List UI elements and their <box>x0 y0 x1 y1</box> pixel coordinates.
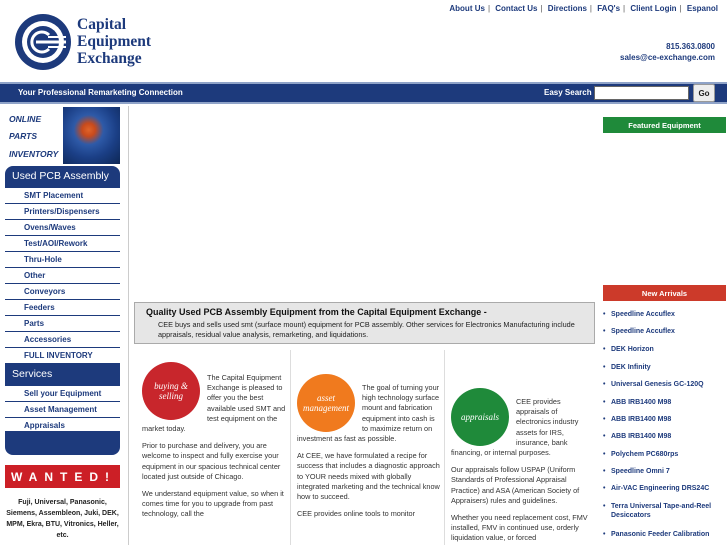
sidebar-item-feeders[interactable]: Feeders <box>5 300 120 316</box>
easy-search-label: Easy Search <box>544 88 592 97</box>
appraisals-paragraph-2: Our appraisals follow USPAP (Uniform Standards of Professional Appraisal Practice) and ASA (American Society of Appraisers) rules and guidelines. <box>451 465 580 505</box>
new-arrival-item[interactable]: • ABB IRB1400 M98 <box>603 415 727 424</box>
inventory-image[interactable] <box>63 107 120 164</box>
sidebar-item-parts[interactable]: Parts <box>5 316 120 332</box>
new-arrival-item[interactable]: • Speedline Omni 7 <box>603 467 727 476</box>
asset-management-paragraph-2: At CEE, we have formulated a recipe for success that includes a diagnostic approach to YOUR needs mixed with globally integrated marketing and the technical know how to succeed. <box>297 451 440 502</box>
wanted-brands-text: Fuji, Universal, Panasonic, Siemens, Assembleon, Juki, DEK, MPM, Ekra, BTU, Vitronics, Heller, etc. <box>6 499 119 539</box>
new-arrival-item[interactable]: • ABB IRB1400 M98 <box>603 398 727 407</box>
column-asset-management <box>290 350 440 545</box>
new-arrival-item[interactable]: • ABB IRB1400 M98 <box>603 432 727 441</box>
column-appraisals <box>444 350 594 545</box>
top-links: About Us | Contact Us | Directions | FAQ's | Client Login | Espanol <box>449 4 718 13</box>
new-arrival-item[interactable]: • Polychem PC680rps <box>603 450 727 459</box>
search-input[interactable] <box>594 86 689 100</box>
inventory-word-inventory[interactable]: INVENTORY <box>9 149 59 159</box>
sidebar-divider <box>128 106 129 545</box>
sidebar-item-appraisals[interactable]: Appraisals <box>24 421 65 430</box>
new-arrival-item[interactable]: • Terra Universal Tape-and-Reel Desiccators <box>603 502 727 520</box>
new-arrivals-header[interactable]: New Arrivals <box>603 285 726 301</box>
sidebar-item-ovens-waves[interactable]: Ovens/Waves <box>5 220 120 236</box>
sidebar-item-test-aoi-rework[interactable]: Test/AOI/Rework <box>5 236 120 252</box>
quality-title: Quality Used PCB Assembly Equipment from the Capital Equipment Exchange - <box>146 307 487 317</box>
new-arrival-item[interactable]: • Air-VAC Engineering DRS24C <box>603 484 727 493</box>
sidebar-item-sell-equipment[interactable]: Sell your Equipment <box>5 386 120 402</box>
sidebar-item-accessories[interactable]: Accessories <box>5 332 120 348</box>
logo-text-capital: Capital <box>77 16 127 33</box>
phone-number: 815.363.0800 <box>666 42 715 51</box>
buying-selling-paragraph-2: Prior to purchase and delivery, you are welcome to inspect and fully exercise your equipment in our spacious technical center located just outside of Chicago. <box>142 441 281 481</box>
quality-body: CEE buys and sells used smt (surface mount) equipment for PCB assembly. Other services for Electronics Manufacturing include appraisals, residual value analysis, remarketing, and liquidations. <box>158 320 575 339</box>
sidebar-item-full-inventory[interactable]: FULL INVENTORY <box>5 348 120 364</box>
appraisals-paragraph-1: CEE provides appraisals of electronics industry assets for IRS, insurance, bank financing, or internal purposes. <box>451 397 579 458</box>
asset-management-badge-icon[interactable]: asset management <box>297 374 355 432</box>
nav-bar <box>0 82 727 104</box>
appraisals-badge-icon[interactable]: appraisals <box>451 388 509 446</box>
right-column <box>603 106 727 545</box>
new-arrival-item[interactable]: • Speedline Accuflex <box>603 327 727 336</box>
header <box>0 0 727 80</box>
new-arrival-item[interactable]: • DEK Horizon <box>603 345 727 354</box>
asset-management-paragraph-3: CEE provides online tools to monitor <box>297 509 416 519</box>
link-contact-us[interactable]: Contact Us <box>495 4 538 13</box>
new-arrival-item[interactable]: • Speedline Accuflex <box>603 310 727 319</box>
cee-logo-icon[interactable] <box>14 13 72 71</box>
section-used-pcb-assembly: Used PCB Assembly <box>5 166 120 188</box>
link-espanol[interactable]: Espanol <box>686 4 718 13</box>
new-arrival-item[interactable]: • Universal Genesis GC-120Q <box>603 380 727 389</box>
sidebar-item-printers-dispensers[interactable]: Printers/Dispensers <box>5 204 120 220</box>
new-arrival-item[interactable]: • DEK Infinity <box>603 363 727 372</box>
inventory-word-parts[interactable]: PARTS <box>9 131 38 141</box>
link-faqs[interactable]: FAQ's <box>597 4 621 13</box>
link-client-login[interactable]: Client Login <box>630 4 677 13</box>
new-arrival-item[interactable]: • Panasonic Feeder Calibration <box>603 530 727 539</box>
column-buying-selling <box>136 350 286 545</box>
link-directions[interactable]: Directions <box>547 4 587 13</box>
logo-text-equipment: Equipment <box>77 33 152 50</box>
sidebar-footer <box>5 431 120 455</box>
sidebar-item-smt-placement[interactable]: SMT Placement <box>5 188 120 204</box>
asset-management-paragraph-1: The goal of turning your high technology surface mount and fabrication equipment into cash is to maximize return on investment as fast as possible. <box>297 383 440 444</box>
buying-selling-badge-icon[interactable]: buying & selling <box>142 362 200 420</box>
email-link[interactable]: sales@ce-exchange.com <box>620 53 715 62</box>
sidebar-item-other[interactable]: Other <box>5 268 120 284</box>
tagline: Your Professional Remarketing Connection <box>18 88 183 97</box>
quality-intro-box <box>134 302 595 344</box>
link-about-us[interactable]: About Us <box>449 4 485 13</box>
sidebar-item-asset-management[interactable]: Asset Management <box>5 402 120 418</box>
logo-text-exchange: Exchange <box>77 50 142 67</box>
inventory-word-online[interactable]: ONLINE <box>9 114 42 124</box>
sidebar-item-conveyors[interactable]: Conveyors <box>5 284 120 300</box>
sidebar-item-thru-hole[interactable]: Thru-Hole <box>5 252 120 268</box>
appraisals-paragraph-3: Whether you need replacement cost, FMV installed, FMV in continued use, orderly liquidation value, or forced <box>451 513 588 543</box>
section-services: Services <box>5 364 120 386</box>
buying-selling-paragraph-3: We understand equipment value, so when it comes time for you to upgrade from past technology, call the <box>142 489 284 519</box>
featured-equipment-header[interactable]: Featured Equipment <box>603 117 726 133</box>
buying-selling-paragraph-1: The Capital Equipment Exchange is pleased to offer you the best available used SMT and test equipment on the market today. <box>142 373 286 434</box>
go-button[interactable]: Go <box>693 84 715 102</box>
wanted-banner[interactable]: WANTED! <box>5 465 120 488</box>
